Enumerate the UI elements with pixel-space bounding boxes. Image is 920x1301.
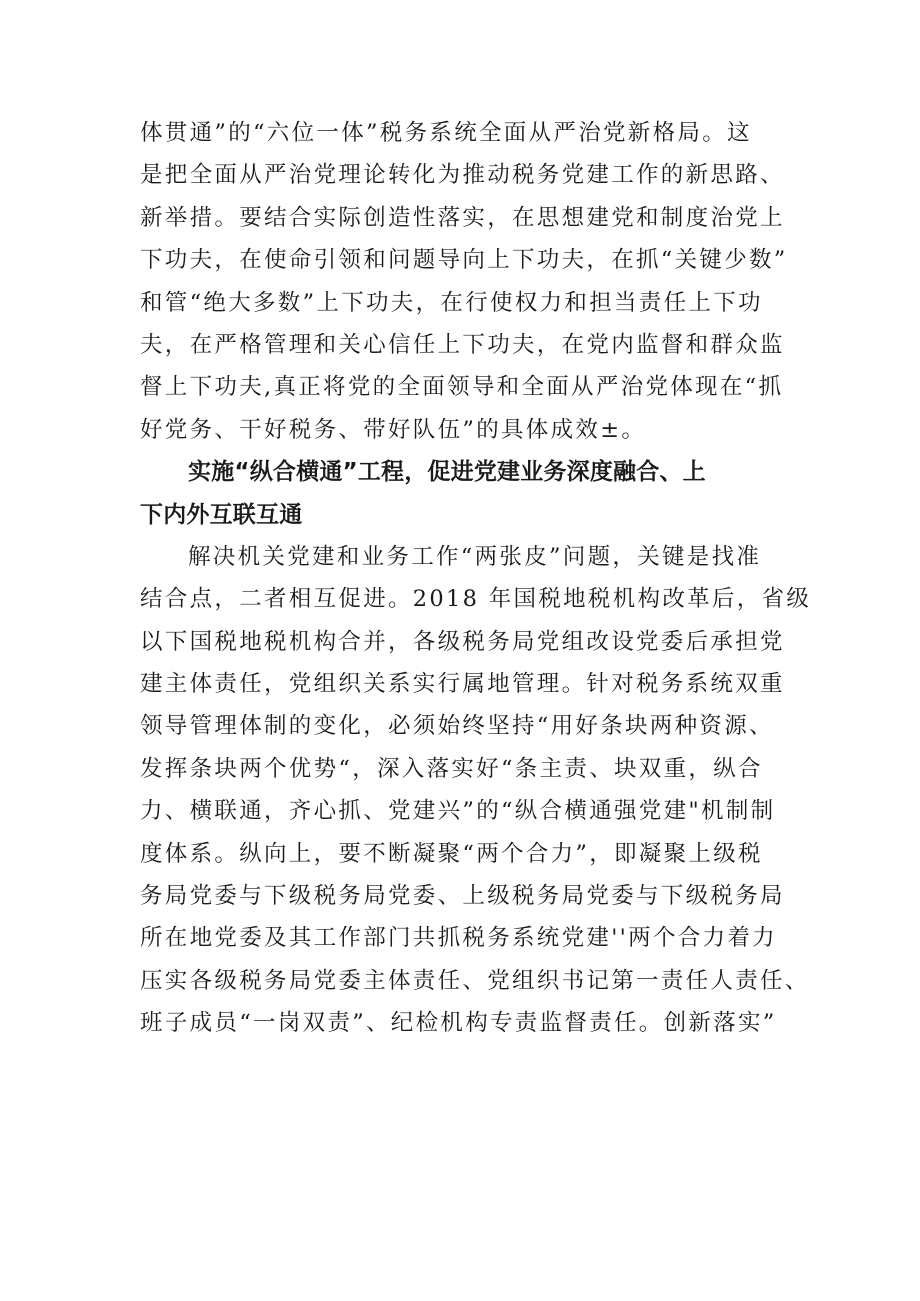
text-line: 领导管理体制的变化，必须始终坚持“用好条块两种资源、 bbox=[140, 713, 774, 740]
heading-line: 实施“纵合横通”工程，促进党建业务深度融合、上 bbox=[188, 459, 706, 486]
text-line: 和管“绝大多数”上下功夫，在行使权力和担当责任上下功 bbox=[140, 289, 763, 316]
text-line: 压实各级税务局党委主体责任、党组织书记第一责任人责任、 bbox=[140, 967, 810, 994]
text-line: 督上下功夫,真正将党的全面领导和全面从严治党体现在“抓 bbox=[140, 374, 784, 401]
document-page bbox=[140, 112, 820, 1045]
text-line: 力、横联通，齐心抓、党建兴”的“纵合横通强党建"机制制 bbox=[140, 798, 776, 825]
text-line: 好党务、干好税务、带好队伍”的具体成效±。 bbox=[140, 416, 647, 443]
text-line: 建主体责任，党组织关系实行属地管理。针对税务系统双重 bbox=[140, 671, 785, 698]
section-heading bbox=[140, 451, 820, 536]
text-line: 解决机关党建和业务工作“两张皮”问题，关键是找准 bbox=[188, 543, 762, 570]
text-line: 下功夫，在使命引领和问题导向上下功夫，在抓“关键少数” bbox=[140, 247, 788, 274]
text-line: 结合点，二者相互促进。2018 年国税地税机构改革后，省级 bbox=[140, 586, 812, 613]
body-paragraph-1 bbox=[140, 112, 820, 451]
text-line: 发挥条块两个优势“，深入落实好“条主责、块双重，纵合 bbox=[140, 755, 763, 782]
text-line: 度体系。纵向上，要不断凝聚“两个合力”，即凝聚上级税 bbox=[140, 840, 763, 867]
text-line: 是把全面从严治党理论转化为推动税务党建工作的新思路、 bbox=[140, 162, 785, 189]
text-line: 夫，在严格管理和关心信任上下功夫，在党内监督和群众监 bbox=[140, 331, 785, 358]
body-paragraph-2 bbox=[140, 536, 820, 1045]
text-line: 体贯通”的“六位一体”税务系统全面从严治党新格局。这 bbox=[140, 120, 752, 146]
text-line: 以下国税地税机构合并，各级税务局党组改设党委后承担党 bbox=[140, 628, 785, 655]
text-line: 所在地党委及其工作部门共抓税务系统党建''两个合力着力 bbox=[140, 925, 777, 952]
heading-line: 下内外互联互通 bbox=[140, 501, 303, 528]
text-line: 新举措。要结合实际创造性落实，在思想建党和制度治党上 bbox=[140, 204, 785, 231]
text-line: 务局党委与下级税务局党委、上级税务局党委与下级税务局 bbox=[140, 883, 785, 910]
text-line: 班子成员“一岗双责”、纪检机构专责监督责任。创新落实” bbox=[140, 1010, 777, 1037]
